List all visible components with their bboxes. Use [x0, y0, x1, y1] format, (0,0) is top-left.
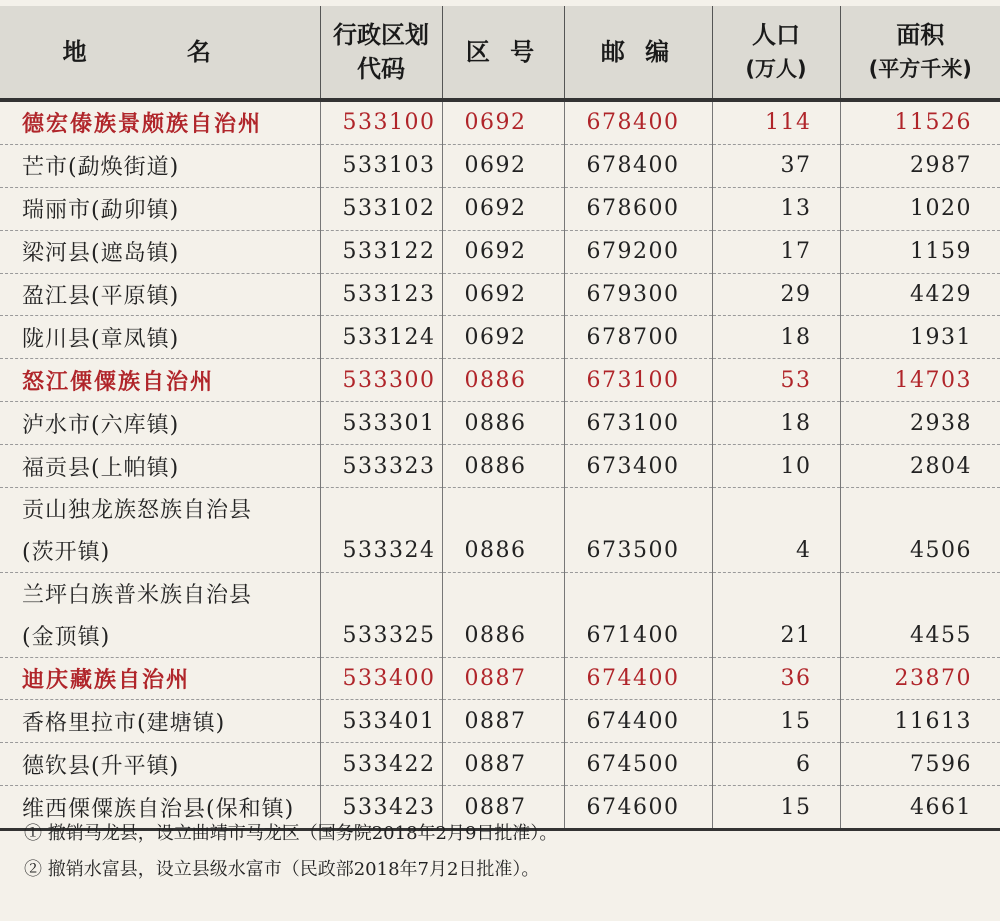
area-cell: 1159 [840, 230, 1000, 273]
population-cell: 17 [712, 230, 840, 273]
area-code-cell: 0692 [442, 144, 564, 187]
division-code-cell: 533323 [320, 445, 442, 488]
header-area-code-label: 区 号 [465, 38, 541, 66]
prefecture-row [0, 359, 1000, 402]
area-cell [840, 488, 1000, 530]
place-name-cell: 兰坪白族普米族自治县 [0, 572, 320, 614]
table-row [0, 700, 1000, 743]
postal-code-cell: 674600 [564, 786, 712, 830]
table-row [0, 273, 1000, 316]
place-name-cell: 香格里拉市(建塘镇) [0, 700, 320, 743]
place-name-cell: 维西傈僳族自治县(保和镇) [0, 786, 320, 830]
header-area [840, 6, 1000, 100]
population-cell: 29 [712, 273, 840, 316]
area-code-cell [442, 488, 564, 530]
postal-code-cell: 674400 [564, 700, 712, 743]
header-area-code [442, 6, 564, 100]
header-area-line1: 面积 [896, 21, 945, 49]
area-code-cell: 0887 [442, 786, 564, 830]
area-code-cell: 0692 [442, 100, 564, 144]
footnote-2: ② 撤销水富县，设立县级水富市（民政部2018年7月2日批准）。 [24, 859, 540, 880]
place-name-cell: 德宏傣族景颇族自治州 [0, 100, 320, 144]
population-cell: 36 [712, 657, 840, 700]
postal-code-cell: 674500 [564, 743, 712, 786]
area-code-cell [442, 572, 564, 614]
postal-code-cell: 678400 [564, 100, 712, 144]
postal-code-cell: 678400 [564, 144, 712, 187]
population-cell: 6 [712, 743, 840, 786]
area-code-cell: 0692 [442, 230, 564, 273]
header-place-name-label: 地 名 [62, 38, 257, 66]
postal-code-cell: 674400 [564, 657, 712, 700]
header-division-code [320, 6, 442, 100]
area-cell: 1931 [840, 316, 1000, 359]
area-code-cell: 0886 [442, 530, 564, 572]
place-name-cell: 芒市(勐焕街道) [0, 144, 320, 187]
population-cell [712, 488, 840, 530]
population-cell: 53 [712, 359, 840, 402]
area-cell: 11526 [840, 100, 1000, 144]
postal-code-cell [564, 572, 712, 614]
place-name-cell: 怒江傈僳族自治州 [0, 359, 320, 402]
area-cell: 4506 [840, 530, 1000, 572]
place-name-cell: 陇川县(章凤镇) [0, 316, 320, 359]
division-code-cell: 533103 [320, 144, 442, 187]
area-cell: 14703 [840, 359, 1000, 402]
table-row [0, 530, 1000, 572]
population-cell: 21 [712, 615, 840, 657]
postal-code-cell: 678700 [564, 316, 712, 359]
division-code-cell: 533400 [320, 657, 442, 700]
header-area-unit: (平方千米) [868, 57, 972, 81]
division-code-cell: 533122 [320, 230, 442, 273]
header-postal-code [564, 6, 712, 100]
division-code-cell: 533423 [320, 786, 442, 830]
place-name-cell: 泸水市(六库镇) [0, 402, 320, 445]
area-cell: 4429 [840, 273, 1000, 316]
division-code-cell: 533325 [320, 615, 442, 657]
population-cell: 15 [712, 786, 840, 830]
place-name-cell: 德钦县(升平镇) [0, 743, 320, 786]
place-name-cell: 梁河县(遮岛镇) [0, 230, 320, 273]
header-postal-code-label: 邮 编 [600, 38, 676, 66]
table-row [0, 402, 1000, 445]
division-code-cell [320, 488, 442, 530]
population-cell: 13 [712, 187, 840, 230]
header-place-name [0, 6, 320, 100]
population-cell: 10 [712, 445, 840, 488]
population-cell [712, 572, 840, 614]
division-code-cell: 533324 [320, 530, 442, 572]
table-row [0, 187, 1000, 230]
footnote-1: ① 撤销马龙县，设立曲靖市马龙区（国务院2018年2月9日批准）。 [24, 823, 558, 844]
postal-code-cell: 673400 [564, 445, 712, 488]
postal-code-cell: 673500 [564, 530, 712, 572]
population-cell: 114 [712, 100, 840, 144]
postal-code-cell: 673100 [564, 359, 712, 402]
area-code-cell: 0886 [442, 402, 564, 445]
division-code-cell: 533123 [320, 273, 442, 316]
prefecture-row [0, 657, 1000, 700]
table-row [0, 144, 1000, 187]
header-division-code-line2: 代码 [357, 55, 405, 83]
area-code-cell: 0692 [442, 273, 564, 316]
table-row [0, 488, 1000, 530]
area-code-cell: 0886 [442, 359, 564, 402]
area-code-cell: 0886 [442, 445, 564, 488]
place-name-cell: 瑞丽市(勐卯镇) [0, 187, 320, 230]
area-cell: 2938 [840, 402, 1000, 445]
division-code-cell: 533124 [320, 316, 442, 359]
header-population-line1: 人口 [752, 21, 800, 49]
place-name-cell: (金顶镇) [0, 615, 320, 657]
header-population [712, 6, 840, 100]
population-cell: 18 [712, 316, 840, 359]
footnotes [24, 816, 557, 888]
area-code-cell: 0692 [442, 316, 564, 359]
division-code-cell [320, 572, 442, 614]
place-name-cell: 盈江县(平原镇) [0, 273, 320, 316]
prefecture-row [0, 100, 1000, 144]
area-code-cell: 0887 [442, 743, 564, 786]
place-name-cell: 迪庆藏族自治州 [0, 657, 320, 700]
admin-division-table [0, 6, 1000, 831]
area-cell: 1020 [840, 187, 1000, 230]
population-cell: 4 [712, 530, 840, 572]
area-code-cell: 0887 [442, 657, 564, 700]
postal-code-cell: 673100 [564, 402, 712, 445]
table-row [0, 316, 1000, 359]
population-cell: 37 [712, 144, 840, 187]
table-body [0, 100, 1000, 830]
place-name-cell: 福贡县(上帕镇) [0, 445, 320, 488]
postal-code-cell: 678600 [564, 187, 712, 230]
division-code-cell: 533102 [320, 187, 442, 230]
area-code-cell: 0886 [442, 615, 564, 657]
area-cell: 7596 [840, 743, 1000, 786]
table-row [0, 445, 1000, 488]
postal-code-cell: 679300 [564, 273, 712, 316]
table-row [0, 572, 1000, 614]
area-cell: 4455 [840, 615, 1000, 657]
area-code-cell: 0887 [442, 700, 564, 743]
place-name-cell: 贡山独龙族怒族自治县 [0, 488, 320, 530]
area-cell: 4661 [840, 786, 1000, 830]
table-header [0, 6, 1000, 100]
division-code-cell: 533300 [320, 359, 442, 402]
population-cell: 15 [712, 700, 840, 743]
area-cell [840, 572, 1000, 614]
table-row [0, 615, 1000, 657]
area-code-cell: 0692 [442, 187, 564, 230]
division-code-cell: 533422 [320, 743, 442, 786]
division-code-cell: 533301 [320, 402, 442, 445]
area-cell: 2987 [840, 144, 1000, 187]
postal-code-cell: 671400 [564, 615, 712, 657]
postal-code-cell: 679200 [564, 230, 712, 273]
header-population-unit: (万人) [745, 57, 807, 81]
area-cell: 11613 [840, 700, 1000, 743]
table-row [0, 230, 1000, 273]
postal-code-cell [564, 488, 712, 530]
division-code-cell: 533100 [320, 100, 442, 144]
header-division-code-line1: 行政区划 [333, 21, 429, 49]
division-code-cell: 533401 [320, 700, 442, 743]
place-name-cell: (茨开镇) [0, 530, 320, 572]
table-row [0, 743, 1000, 786]
header-row [0, 6, 1000, 100]
population-cell: 18 [712, 402, 840, 445]
area-cell: 23870 [840, 657, 1000, 700]
area-cell: 2804 [840, 445, 1000, 488]
